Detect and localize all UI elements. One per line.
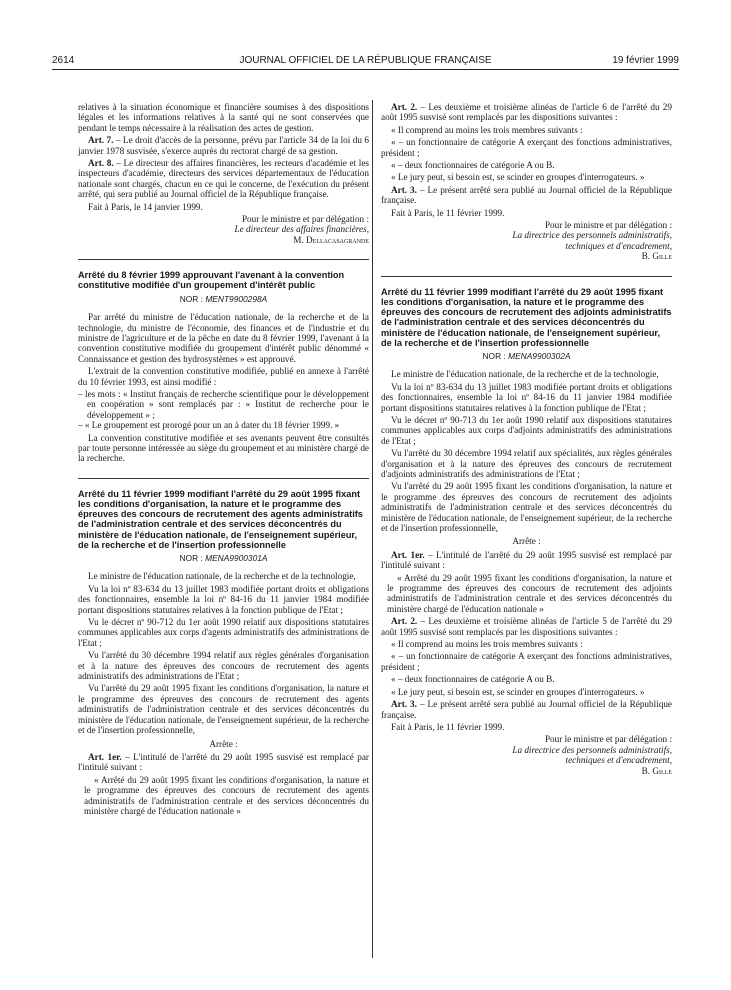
paragraph: Vu le décret nº 90-713 du 1er août 1990 relatif aux dispositions statutaires communes applicables aux corps d'adjoints administratifs des administrations de l'Etat ; [381,414,672,446]
arrete-heading: Arrête : [209,738,238,749]
paragraph: L'extrait de la convention constitutive modifiée, publié en annexe à l'arrêté du 10 février 1993, est ainsi modifié : [78,366,369,387]
paragraph: La convention constitutive modifiée et ses avenants peuvent être consultés par toute personne intéressée au siège du groupement et au ministère chargé de la recherche. [78,432,369,464]
article-3: Art. 3. – Le présent arrêté sera publié au Journal officiel de la République française. [381,699,672,720]
article-1: Art. 1er. – L'intitulé de l'arrêté du 29 août 1995 susvisé est remplacé par l'intitulé suivant : [78,751,369,773]
fait-a-paris: Fait à Paris, le 14 janvier 1999. [88,201,203,212]
quote-line: « Il comprend au moins les trois membres suivants : [391,639,583,650]
paragraph: Le ministre de l'éducation nationale, de la recherche et de la technologie, [391,369,659,380]
issue-date: 19 février 1999 [612,55,679,66]
section-separator [78,259,369,260]
right-column [381,102,672,776]
article-3: Art. 3. – Le présent arrêté sera publié au Journal officiel de la République française. [381,184,672,206]
fait-a-paris: Fait à Paris, le 11 février 1999. [391,207,505,218]
quoted-title: « Arrêté du 29 août 1995 fixant les conditions d'organisation, la nature et le programme des épreuves des concours de recrutement des adjoints administratifs de l'administration centrale et des services déconcentrés du ministère chargé de l'éducation nationale » [387,572,672,614]
paragraph: Vu l'arrêté du 29 août 1995 fixant les conditions d'organisation, la nature et le programme des épreuves des concours de recrutement des agents administratifs de l'administration centrale et des services déconcentrés du ministère de l'éducation nationale, de l'enseignement supérieur, de la recherche et de l'insertion professionnelle, [78,683,369,736]
paragraph: Le ministre de l'éducation nationale, de la recherche et de la technologie, [88,571,356,582]
article-2: Art. 2. – Les deuxième et troisième alinéas de l'article 5 de l'arrêté du 29 août 1995 susvisé sont remplacés par les dispositions suivantes : [381,616,672,637]
signature-block: Pour le ministre et par délégation : Le directeur des affaires financières, M. Dellacasagrande [234,214,369,245]
left-column [78,102,369,818]
paragraph: Vu l'arrêté du 29 août 1995 fixant les conditions d'organisation, la nature et le programme des épreuves des concours de recrutement des adjoints administratifs de l'administration centrale et des services déconcentrés du ministère de l'éducation nationale, de l'enseignement supérieur, de la recherche et de l'insertion professionnelle, [381,481,672,533]
page-header [52,55,679,70]
article-2: Art. 2. – Les deuxième et troisième alinéas de l'article 6 de l'arrêté du 29 août 1995 susvisé sont remplacés par les dispositions suivantes : [381,102,672,123]
decree-title: Arrêté du 11 février 1999 modifiant l'arrêté du 29 août 1995 fixant les conditions d'organisation, la nature et le programme des épreuves des concours de recrutement des adjoints administratifs de l'administration centrale et des services déconcentrés du ministère de l'éducation nationale, de l'enseignement supérieur, de la recherche et de l'insertion professionnelle [381,286,672,348]
decree-title: Arrêté du 11 février 1999 modifiant l'arrêté du 29 août 1995 fixant les conditions d'organisation, la nature et le programme des épreuves des concours de recrutement des agents administratifs de l'administration centrale et des services déconcentrés du ministère de l'éducation nationale, de l'enseignement supérieur, de la recherche et de l'insertion professionnelle [78,488,363,550]
article-8: Art. 8. – Le directeur des affaires financières, les recteurs d'académie et les inspecteurs d'académie, directeurs des services départementaux de l'éducation nationale sont chargés, chacun en ce qui le concerne, de l'exécution du présent arrêté, qui sera publié au Journal officiel de la République française. [78,158,369,200]
article-7: Art. 7. – Le droit d'accès de la personne, prévu par l'article 34 de la loi du 6 janvier 1978 susvisée, s'exerce auprès du rectorat chargé de sa gestion. [78,135,369,156]
quote-line: « – un fonctionnaire de catégorie A exerçant des fonctions administratives, président ; [381,137,672,158]
journal-title: JOURNAL OFFICIEL DE LA RÉPUBLIQUE FRANÇAISE [239,55,492,66]
nor-reference: NOR : MENT9900298A [179,293,268,304]
quoted-title: « Arrêté du 29 août 1995 fixant les conditions d'organisation, la nature et le programme des épreuves des concours de recrutement des agents administratifs de l'administration centrale et des services déconcentrés du ministère chargé de l'éducation nationale » [84,774,369,816]
nor-reference: NOR : MENA9900302A [482,350,571,361]
quote-line: « Le jury peut, si besoin est, se scinder en groupes d'interrogateurs. » [391,686,645,697]
quote-line: « – deux fonctionnaires de catégorie A ou B. [391,674,555,685]
decree-title: Arrêté du 8 février 1999 approuvant l'avenant à la convention constitutive modifiée d'un groupement d'intérêt public [78,270,345,291]
article-1: Art. 1er. – L'intitulé de l'arrêté du 29 août 1995 susvisé est remplacé par l'intitulé suivant : [381,549,672,571]
quote-line: « – un fonctionnaire de catégorie A exerçant des fonctions administratives, président ; [381,651,672,672]
paragraph: Vu la loi nº 83-634 du 13 juillet 1983 modifiée portant droits et obligations des fonctionnaires, ensemble la loi nº 84-16 du 11 janvier 1984 modifiée portant dispositions statutaires relatives à la fonction publique de l'Etat ; [78,583,369,615]
page-number: 2614 [52,55,75,66]
nor-reference: NOR : MENA9900301A [179,553,268,563]
paragraph: Vu l'arrêté du 30 décembre 1994 relatif aux spécialités, aux règles générales d'organisation et à la nature des épreuves des concours de recrutement d'adjoints administratifs des administrations de l'Etat ; [381,448,672,479]
section-separator [381,276,672,277]
column-divider [372,100,373,958]
paragraph: Vu le décret nº 90-712 du 1er août 1990 relatif aux dispositions statutaires communes applicables aux corps d'agents administratifs des administrations de l'Etat ; [78,617,369,648]
quote-line: « Il comprend au moins les trois membres suivants : [391,124,583,135]
arrete-heading: Arrête : [512,536,541,547]
paragraph: Vu la loi nº 83-634 du 13 juillet 1983 modifiée portant droits et obligations des fonctionnaires, ensemble la loi nº 84-16 du 11 janvier 1984 modifiée portant dispositions statutaires relatives à la fonction publique de l'Etat ; [381,381,672,413]
section-separator [78,478,369,479]
quote-line: « – deux fonctionnaires de catégorie A ou B. [391,160,555,171]
list-item: – les mots : « Institut français de recherche scientifique pour le développement en coopération » sont remplacés par : « Institut de recherche pour le développement » ; [78,388,369,420]
amendment-list [78,389,369,431]
quote-line: « Le jury peut, si besoin est, se scinder en groupes d'interrogateurs. » [391,172,645,183]
paragraph: Par arrêté du ministre de l'éducation nationale, de la recherche et de la technologie, du ministre de l'économie, des finances et de l'industrie et du ministre de l'agriculture et de la pêche en date du 8 février 1999, l'avenant à la convention constitutive modifiée du groupement d'intérêt public dénommé « Connaissance et gestion des hydrosystèmes » est approuvé. [78,312,369,364]
fait-a-paris: Fait à Paris, le 11 février 1999. [391,721,505,732]
paragraph: relatives à la situation économique et financière soumises à des dispositions légales et les informations relatives à la santé qui ne sont conservées que pendant le temps nécessaire à la réalisation des actes de gestion. [78,102,369,133]
paragraph: Vu l'arrêté du 30 décembre 1994 relatif aux règles générales d'organisation et à la nature des épreuves des concours de recrutement des agents administratifs des administrations de l'Etat ; [78,650,369,682]
signature-block: Pour le ministre et par délégation : La directrice des personnels administratifs, techniques et d'encadrement, B. Gille [512,220,672,262]
signature-block: Pour le ministre et par délégation : La directrice des personnels administratifs, techniques et d'encadrement, B. Gille [512,734,672,776]
list-item: – « Le groupement est prorogé pour un an à dater du 18 février 1999. » [78,420,340,431]
